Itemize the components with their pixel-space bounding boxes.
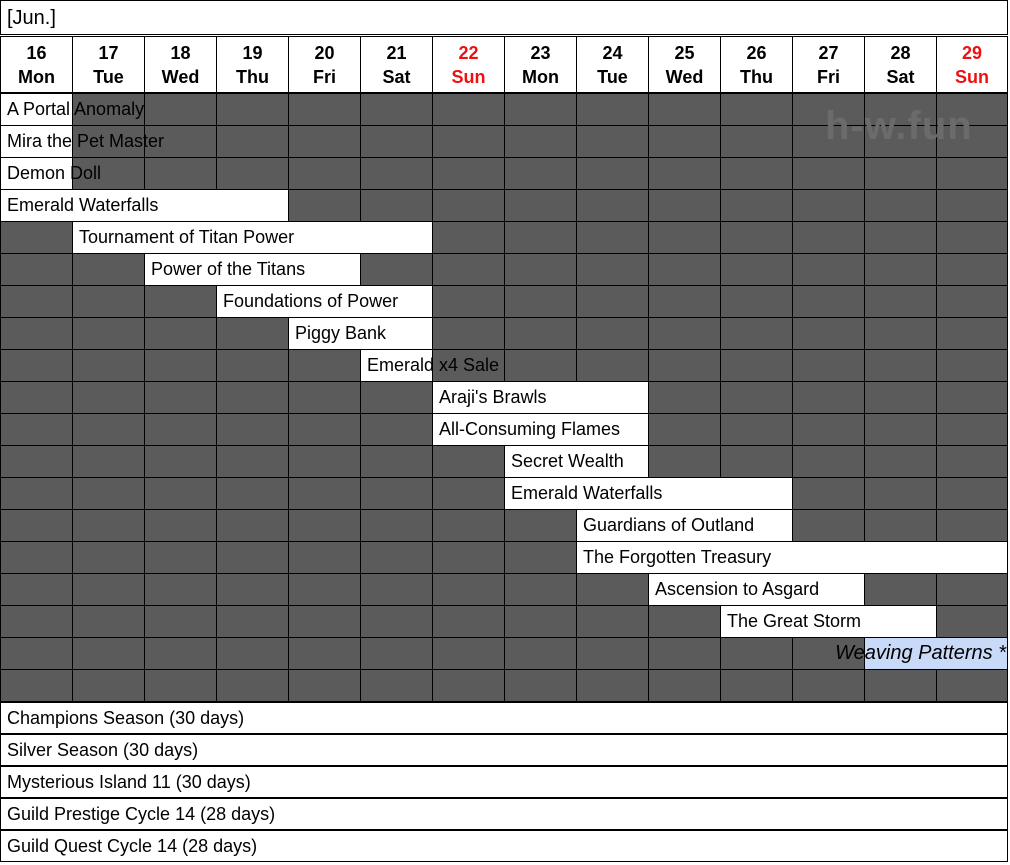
blocked-cell — [72, 541, 145, 574]
blocked-cell — [720, 349, 793, 382]
day-header — [144, 36, 217, 93]
blocked-cell — [360, 573, 433, 606]
event-bar[interactable] — [720, 605, 937, 638]
blocked-cell — [720, 381, 793, 414]
blocked-cell — [432, 605, 505, 638]
blocked-cell — [792, 253, 865, 286]
day-header — [216, 36, 289, 93]
day-number: 16 — [26, 43, 47, 63]
blocked-cell — [360, 413, 433, 446]
blocked-cell — [504, 93, 577, 126]
event-bar[interactable] — [432, 413, 649, 446]
blocked-cell — [216, 605, 289, 638]
blocked-cell — [0, 413, 73, 446]
blocked-cell — [648, 637, 721, 670]
blocked-cell — [432, 317, 505, 350]
blocked-cell — [936, 605, 1008, 638]
blocked-cell — [792, 157, 865, 190]
blocked-cell — [72, 285, 145, 318]
blocked-cell — [504, 221, 577, 254]
blocked-cell — [792, 285, 865, 318]
blocked-cell — [0, 317, 73, 350]
blocked-cell — [432, 669, 505, 702]
blocked-cell — [720, 317, 793, 350]
day-of-week: Sat — [886, 67, 915, 87]
blocked-cell — [0, 445, 73, 478]
blocked-cell — [504, 317, 577, 350]
blocked-cell — [504, 349, 577, 382]
blocked-cell — [216, 637, 289, 670]
blocked-cell — [576, 605, 649, 638]
blocked-cell — [792, 189, 865, 222]
blocked-cell — [504, 189, 577, 222]
day-of-week: Wed — [161, 67, 200, 87]
blocked-cell — [936, 253, 1008, 286]
blocked-cell — [576, 93, 649, 126]
blocked-cell — [576, 157, 649, 190]
blocked-cell — [792, 413, 865, 446]
event-bar[interactable] — [504, 477, 793, 510]
blocked-cell — [864, 317, 937, 350]
blocked-cell — [936, 317, 1008, 350]
day-of-week: Wed — [665, 67, 704, 87]
blocked-cell — [144, 349, 217, 382]
blocked-cell — [288, 477, 361, 510]
blocked-cell — [936, 285, 1008, 318]
blocked-cell — [0, 669, 73, 702]
blocked-cell — [288, 605, 361, 638]
blocked-cell — [288, 125, 361, 158]
blocked-cell — [0, 541, 73, 574]
blocked-cell — [864, 573, 937, 606]
event-bar[interactable] — [0, 125, 165, 158]
season-row[interactable]: Guild Quest Cycle 14 (28 days) — [0, 830, 1008, 862]
blocked-cell — [432, 445, 505, 478]
event-bar[interactable] — [360, 349, 500, 382]
day-header — [288, 36, 361, 93]
blocked-cell — [864, 253, 937, 286]
blocked-cell — [144, 93, 217, 126]
event-label: A Portal Anomaly — [7, 99, 145, 119]
blocked-cell — [288, 573, 361, 606]
blocked-cell — [72, 445, 145, 478]
blocked-cell — [216, 381, 289, 414]
blocked-cell — [936, 413, 1008, 446]
blocked-cell — [288, 93, 361, 126]
blocked-cell — [792, 509, 865, 542]
day-number: 28 — [890, 43, 911, 63]
season-row[interactable]: Mysterious Island 11 (30 days) — [0, 766, 1008, 798]
blocked-cell — [144, 477, 217, 510]
blocked-cell — [936, 157, 1008, 190]
blocked-cell — [648, 349, 721, 382]
day-number: 22 — [458, 43, 479, 63]
blocked-cell — [432, 637, 505, 670]
day-number: 19 — [242, 43, 263, 63]
blocked-cell — [504, 509, 577, 542]
blocked-cell — [144, 637, 217, 670]
blocked-cell — [288, 413, 361, 446]
blocked-cell — [360, 189, 433, 222]
day-number: 21 — [386, 43, 407, 63]
event-label: Piggy Bank — [295, 323, 387, 343]
event-bar[interactable] — [288, 317, 433, 350]
blocked-cell — [648, 669, 721, 702]
blocked-cell — [0, 349, 73, 382]
blocked-cell — [288, 637, 361, 670]
blocked-cell — [936, 445, 1008, 478]
blocked-cell — [792, 445, 865, 478]
day-header — [72, 36, 145, 93]
blocked-cell — [864, 157, 937, 190]
blocked-cell — [576, 253, 649, 286]
event-bar[interactable] — [144, 253, 361, 286]
event-label: Emerald Waterfalls — [511, 483, 663, 503]
day-number: 27 — [818, 43, 839, 63]
blocked-cell — [936, 349, 1008, 382]
blocked-cell — [288, 381, 361, 414]
blocked-cell — [360, 541, 433, 574]
blocked-cell — [72, 317, 145, 350]
event-label: The Forgotten Treasury — [583, 547, 772, 567]
event-label: Emerald x4 Sale — [367, 355, 500, 375]
season-row[interactable]: Silver Season (30 days) — [0, 734, 1008, 766]
day-number: 20 — [314, 43, 335, 63]
blocked-cell — [432, 541, 505, 574]
blocked-cell — [648, 221, 721, 254]
blocked-cell — [864, 285, 937, 318]
month-label: [Jun.] — [0, 0, 1008, 35]
blocked-cell — [216, 573, 289, 606]
blocked-cell — [792, 477, 865, 510]
blocked-cell — [144, 573, 217, 606]
event-bar[interactable] — [432, 381, 649, 414]
day-header — [864, 36, 937, 93]
blocked-cell — [720, 413, 793, 446]
blocked-cell — [144, 381, 217, 414]
blocked-cell — [864, 349, 937, 382]
event-bar[interactable] — [72, 221, 433, 254]
blocked-cell — [432, 157, 505, 190]
blocked-cell — [720, 253, 793, 286]
blocked-cell — [720, 157, 793, 190]
blocked-cell — [144, 317, 217, 350]
day-of-week: Tue — [93, 67, 124, 87]
day-number: 23 — [530, 43, 551, 63]
blocked-cell — [720, 669, 793, 702]
event-label: Power of the Titans — [151, 259, 306, 279]
blocked-cell — [720, 285, 793, 318]
day-number: 24 — [602, 43, 623, 63]
blocked-cell — [360, 381, 433, 414]
blocked-cell — [792, 317, 865, 350]
blocked-cell — [720, 125, 793, 158]
blocked-cell — [504, 605, 577, 638]
blocked-cell — [0, 253, 73, 286]
blocked-cell — [504, 253, 577, 286]
blocked-cell — [144, 669, 217, 702]
blocked-cell — [72, 381, 145, 414]
event-label: Araji's Brawls — [439, 387, 547, 407]
blocked-cell — [216, 413, 289, 446]
blocked-cell — [504, 285, 577, 318]
blocked-cell — [648, 413, 721, 446]
blocked-cell — [216, 669, 289, 702]
blocked-cell — [288, 157, 361, 190]
blocked-cell — [648, 157, 721, 190]
blocked-cell — [360, 445, 433, 478]
blocked-cell — [792, 349, 865, 382]
blocked-cell — [360, 605, 433, 638]
event-label: Secret Wealth — [511, 451, 624, 471]
blocked-cell — [864, 477, 937, 510]
blocked-cell — [864, 381, 937, 414]
blocked-cell — [72, 413, 145, 446]
blocked-cell — [0, 573, 73, 606]
blocked-cell — [864, 445, 937, 478]
day-number: 26 — [746, 43, 767, 63]
day-header — [504, 36, 577, 93]
blocked-cell — [432, 189, 505, 222]
event-bar[interactable] — [0, 93, 145, 126]
blocked-cell — [144, 157, 217, 190]
blocked-cell — [144, 285, 217, 318]
blocked-cell — [504, 573, 577, 606]
blocked-cell — [432, 93, 505, 126]
day-of-week: Fri — [816, 67, 840, 87]
event-label: Emerald Waterfalls — [7, 195, 159, 215]
blocked-cell — [576, 349, 649, 382]
blocked-cell — [360, 477, 433, 510]
event-label: Ascension to Asgard — [655, 579, 820, 599]
blocked-cell — [0, 637, 73, 670]
blocked-cell — [720, 637, 793, 670]
blocked-cell — [648, 125, 721, 158]
season-row[interactable]: Guild Prestige Cycle 14 (28 days) — [0, 798, 1008, 830]
blocked-cell — [504, 637, 577, 670]
blocked-cell — [288, 445, 361, 478]
blocked-cell — [216, 349, 289, 382]
blocked-cell — [576, 125, 649, 158]
blocked-cell — [648, 445, 721, 478]
day-of-week: Mon — [18, 67, 55, 87]
blocked-cell — [864, 509, 937, 542]
event-label: Tournament of Titan Power — [79, 227, 295, 247]
blocked-cell — [144, 605, 217, 638]
event-bar[interactable] — [216, 285, 433, 318]
blocked-cell — [576, 285, 649, 318]
blocked-cell — [0, 509, 73, 542]
day-number: 18 — [170, 43, 191, 63]
blocked-cell — [936, 189, 1008, 222]
blocked-cell — [432, 125, 505, 158]
event-label: All-Consuming Flames — [439, 419, 621, 439]
watermark: h-w.fun — [825, 104, 973, 148]
day-header — [648, 36, 721, 93]
blocked-cell — [360, 669, 433, 702]
blocked-cell — [360, 125, 433, 158]
blocked-cell — [648, 189, 721, 222]
blocked-cell — [864, 413, 937, 446]
blocked-cell — [72, 509, 145, 542]
blocked-cell — [144, 541, 217, 574]
blocked-cell — [864, 189, 937, 222]
blocked-cell — [72, 477, 145, 510]
blocked-cell — [576, 637, 649, 670]
blocked-cell — [576, 573, 649, 606]
day-of-week: Sun — [451, 67, 486, 87]
blocked-cell — [936, 509, 1008, 542]
event-bar[interactable] — [576, 541, 1008, 574]
event-label: Mira the Pet Master — [7, 131, 165, 151]
blocked-cell — [432, 221, 505, 254]
blocked-cell — [216, 509, 289, 542]
day-number: 25 — [674, 43, 695, 63]
event-label: Guardians of Outland — [583, 515, 755, 535]
blocked-cell — [504, 125, 577, 158]
blocked-cell — [648, 605, 721, 638]
event-bar[interactable] — [504, 445, 649, 478]
blocked-cell — [504, 541, 577, 574]
event-label: Foundations of Power — [223, 291, 399, 311]
blocked-cell — [0, 605, 73, 638]
blocked-cell — [72, 605, 145, 638]
day-number: 17 — [98, 43, 119, 63]
blocked-cell — [720, 93, 793, 126]
day-header — [720, 36, 793, 93]
blocked-cell — [432, 477, 505, 510]
day-header — [936, 36, 1008, 93]
blocked-cell — [936, 381, 1008, 414]
day-of-week: Thu — [236, 67, 269, 87]
blocked-cell — [648, 317, 721, 350]
blocked-cell — [360, 157, 433, 190]
event-label: Weaving Patterns * — [835, 642, 1006, 664]
blocked-cell — [720, 189, 793, 222]
day-of-week: Thu — [740, 67, 773, 87]
blocked-cell — [360, 253, 433, 286]
blocked-cell — [936, 573, 1008, 606]
blocked-cell — [576, 221, 649, 254]
blocked-cell — [648, 253, 721, 286]
blocked-cell — [144, 509, 217, 542]
day-of-week: Fri — [312, 67, 336, 87]
blocked-cell — [72, 253, 145, 286]
blocked-cell — [360, 637, 433, 670]
blocked-cell — [432, 253, 505, 286]
blocked-cell — [72, 573, 145, 606]
blocked-cell — [648, 93, 721, 126]
blocked-cell — [360, 509, 433, 542]
blocked-cell — [576, 189, 649, 222]
event-bar[interactable] — [0, 189, 289, 222]
blocked-cell — [648, 381, 721, 414]
blocked-cell — [216, 317, 289, 350]
day-of-week: Tue — [597, 67, 628, 87]
event-bar[interactable] — [0, 157, 102, 190]
blocked-cell — [288, 189, 361, 222]
blocked-cell — [720, 221, 793, 254]
day-header — [360, 36, 433, 93]
blocked-cell — [144, 445, 217, 478]
blocked-cell — [288, 541, 361, 574]
event-label: The Great Storm — [727, 611, 862, 631]
day-header — [432, 36, 505, 93]
blocked-cell — [504, 669, 577, 702]
event-label: Demon Doll — [7, 163, 102, 183]
season-row[interactable]: Champions Season (30 days) — [0, 702, 1008, 734]
blocked-cell — [576, 669, 649, 702]
blocked-cell — [0, 285, 73, 318]
day-of-week: Sat — [382, 67, 411, 87]
blocked-cell — [936, 669, 1008, 702]
blocked-cell — [936, 221, 1008, 254]
event-bar[interactable] — [576, 509, 793, 542]
blocked-cell — [720, 445, 793, 478]
blocked-cell — [792, 381, 865, 414]
blocked-cell — [792, 669, 865, 702]
day-header — [0, 36, 73, 93]
blocked-cell — [216, 125, 289, 158]
blocked-cell — [0, 221, 73, 254]
blocked-cell — [0, 477, 73, 510]
blocked-cell — [72, 637, 145, 670]
blocked-cell — [432, 573, 505, 606]
day-header — [792, 36, 865, 93]
blocked-cell — [864, 669, 937, 702]
blocked-cell — [432, 509, 505, 542]
blocked-cell — [936, 477, 1008, 510]
blocked-cell — [288, 349, 361, 382]
blocked-cell — [288, 509, 361, 542]
blocked-cell — [576, 317, 649, 350]
blocked-cell — [216, 157, 289, 190]
blocked-cell — [216, 445, 289, 478]
blocked-cell — [72, 669, 145, 702]
day-of-week: Mon — [522, 67, 559, 87]
blocked-cell — [216, 541, 289, 574]
blocked-cell — [432, 285, 505, 318]
day-header — [576, 36, 649, 93]
blocked-cell — [144, 413, 217, 446]
blocked-cell — [72, 349, 145, 382]
blocked-cell — [360, 93, 433, 126]
blocked-cell — [504, 157, 577, 190]
blocked-cell — [864, 221, 937, 254]
blocked-cell — [648, 285, 721, 318]
blocked-cell — [288, 669, 361, 702]
day-of-week: Sun — [955, 67, 989, 87]
day-number: 29 — [961, 43, 983, 63]
event-bar[interactable] — [648, 573, 865, 606]
blocked-cell — [216, 477, 289, 510]
blocked-cell — [216, 93, 289, 126]
blocked-cell — [792, 221, 865, 254]
blocked-cell — [0, 381, 73, 414]
